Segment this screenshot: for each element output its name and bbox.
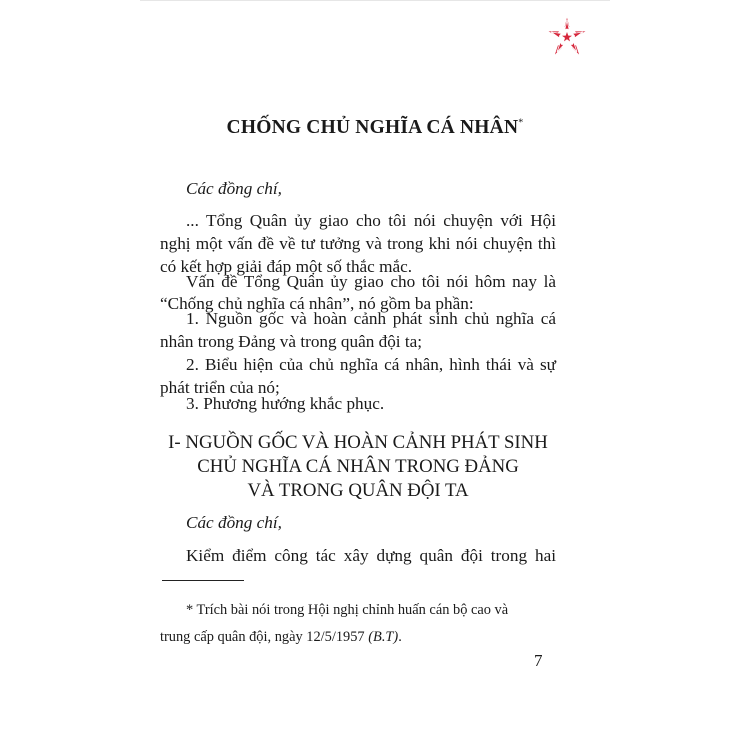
- body-line-5: “Chống chủ nghĩa cá nhân”, nó gồm ba phần:: [160, 294, 474, 313]
- body-line-2: nghị một vấn đề về tư tưởng và trong khi nói chuyện thì: [160, 234, 556, 253]
- chapter-title-text: CHỐNG CHỦ NGHĨA CÁ NHÂN: [226, 117, 519, 138]
- list-item-1-line-1: 1. Nguồn gốc và hoàn cảnh phát sinh chủ nghĩa cá: [186, 309, 556, 328]
- greeting-line-2: Các đồng chí,: [186, 513, 282, 532]
- chapter-title: [0, 117, 750, 139]
- list-item-1-line-2: nhân trong Đảng và trong quân đội ta;: [160, 332, 423, 351]
- list-item-3: 3. Phương hướng khắc phục.: [186, 394, 385, 413]
- footnote-line-1: * Trích bài nói trong Hội nghị chỉnh huấn cán bộ cao và: [186, 602, 509, 618]
- list-item-2-line-2: phát triển của nó;: [160, 378, 280, 397]
- footnote-line-2: [160, 627, 556, 647]
- section-heading-line-2: CHỦ NGHĨA CÁ NHÂN TRONG ĐẢNG: [197, 456, 519, 477]
- body-line-4: Vấn đề Tổng Quân ủy giao cho tôi nói hôm nay là: [186, 272, 556, 291]
- title-footnote-mark: *: [518, 117, 524, 129]
- section-heading-line-3: VÀ TRONG QUÂN ĐỘI TA: [247, 480, 469, 501]
- body-line-last: Kiểm điểm công tác xây dựng quân đội trong hai: [186, 546, 556, 565]
- footnote-editor-mark: (B.T): [368, 629, 399, 645]
- page-number: 7: [534, 651, 543, 670]
- footnote-text: trung cấp quân đội, ngày 12/5/1957: [160, 629, 365, 645]
- publisher-star-logo-icon: [544, 14, 590, 60]
- section-heading-line-1: I- NGUỒN GỐC VÀ HOÀN CẢNH PHÁT SINH: [168, 432, 548, 453]
- footnote-period: .: [398, 629, 402, 645]
- greeting-line: Các đồng chí,: [186, 179, 282, 198]
- page-top-edge: [140, 0, 610, 1]
- body-line-3: có kết hợp giải đáp một số thắc mắc.: [160, 257, 413, 276]
- list-item-2-line-1: 2. Biểu hiện của chủ nghĩa cá nhân, hình thái và sự: [186, 355, 556, 374]
- footnote-divider: [162, 580, 244, 581]
- body-line-1: ... Tổng Quân ủy giao cho tôi nói chuyện với Hội: [186, 211, 556, 230]
